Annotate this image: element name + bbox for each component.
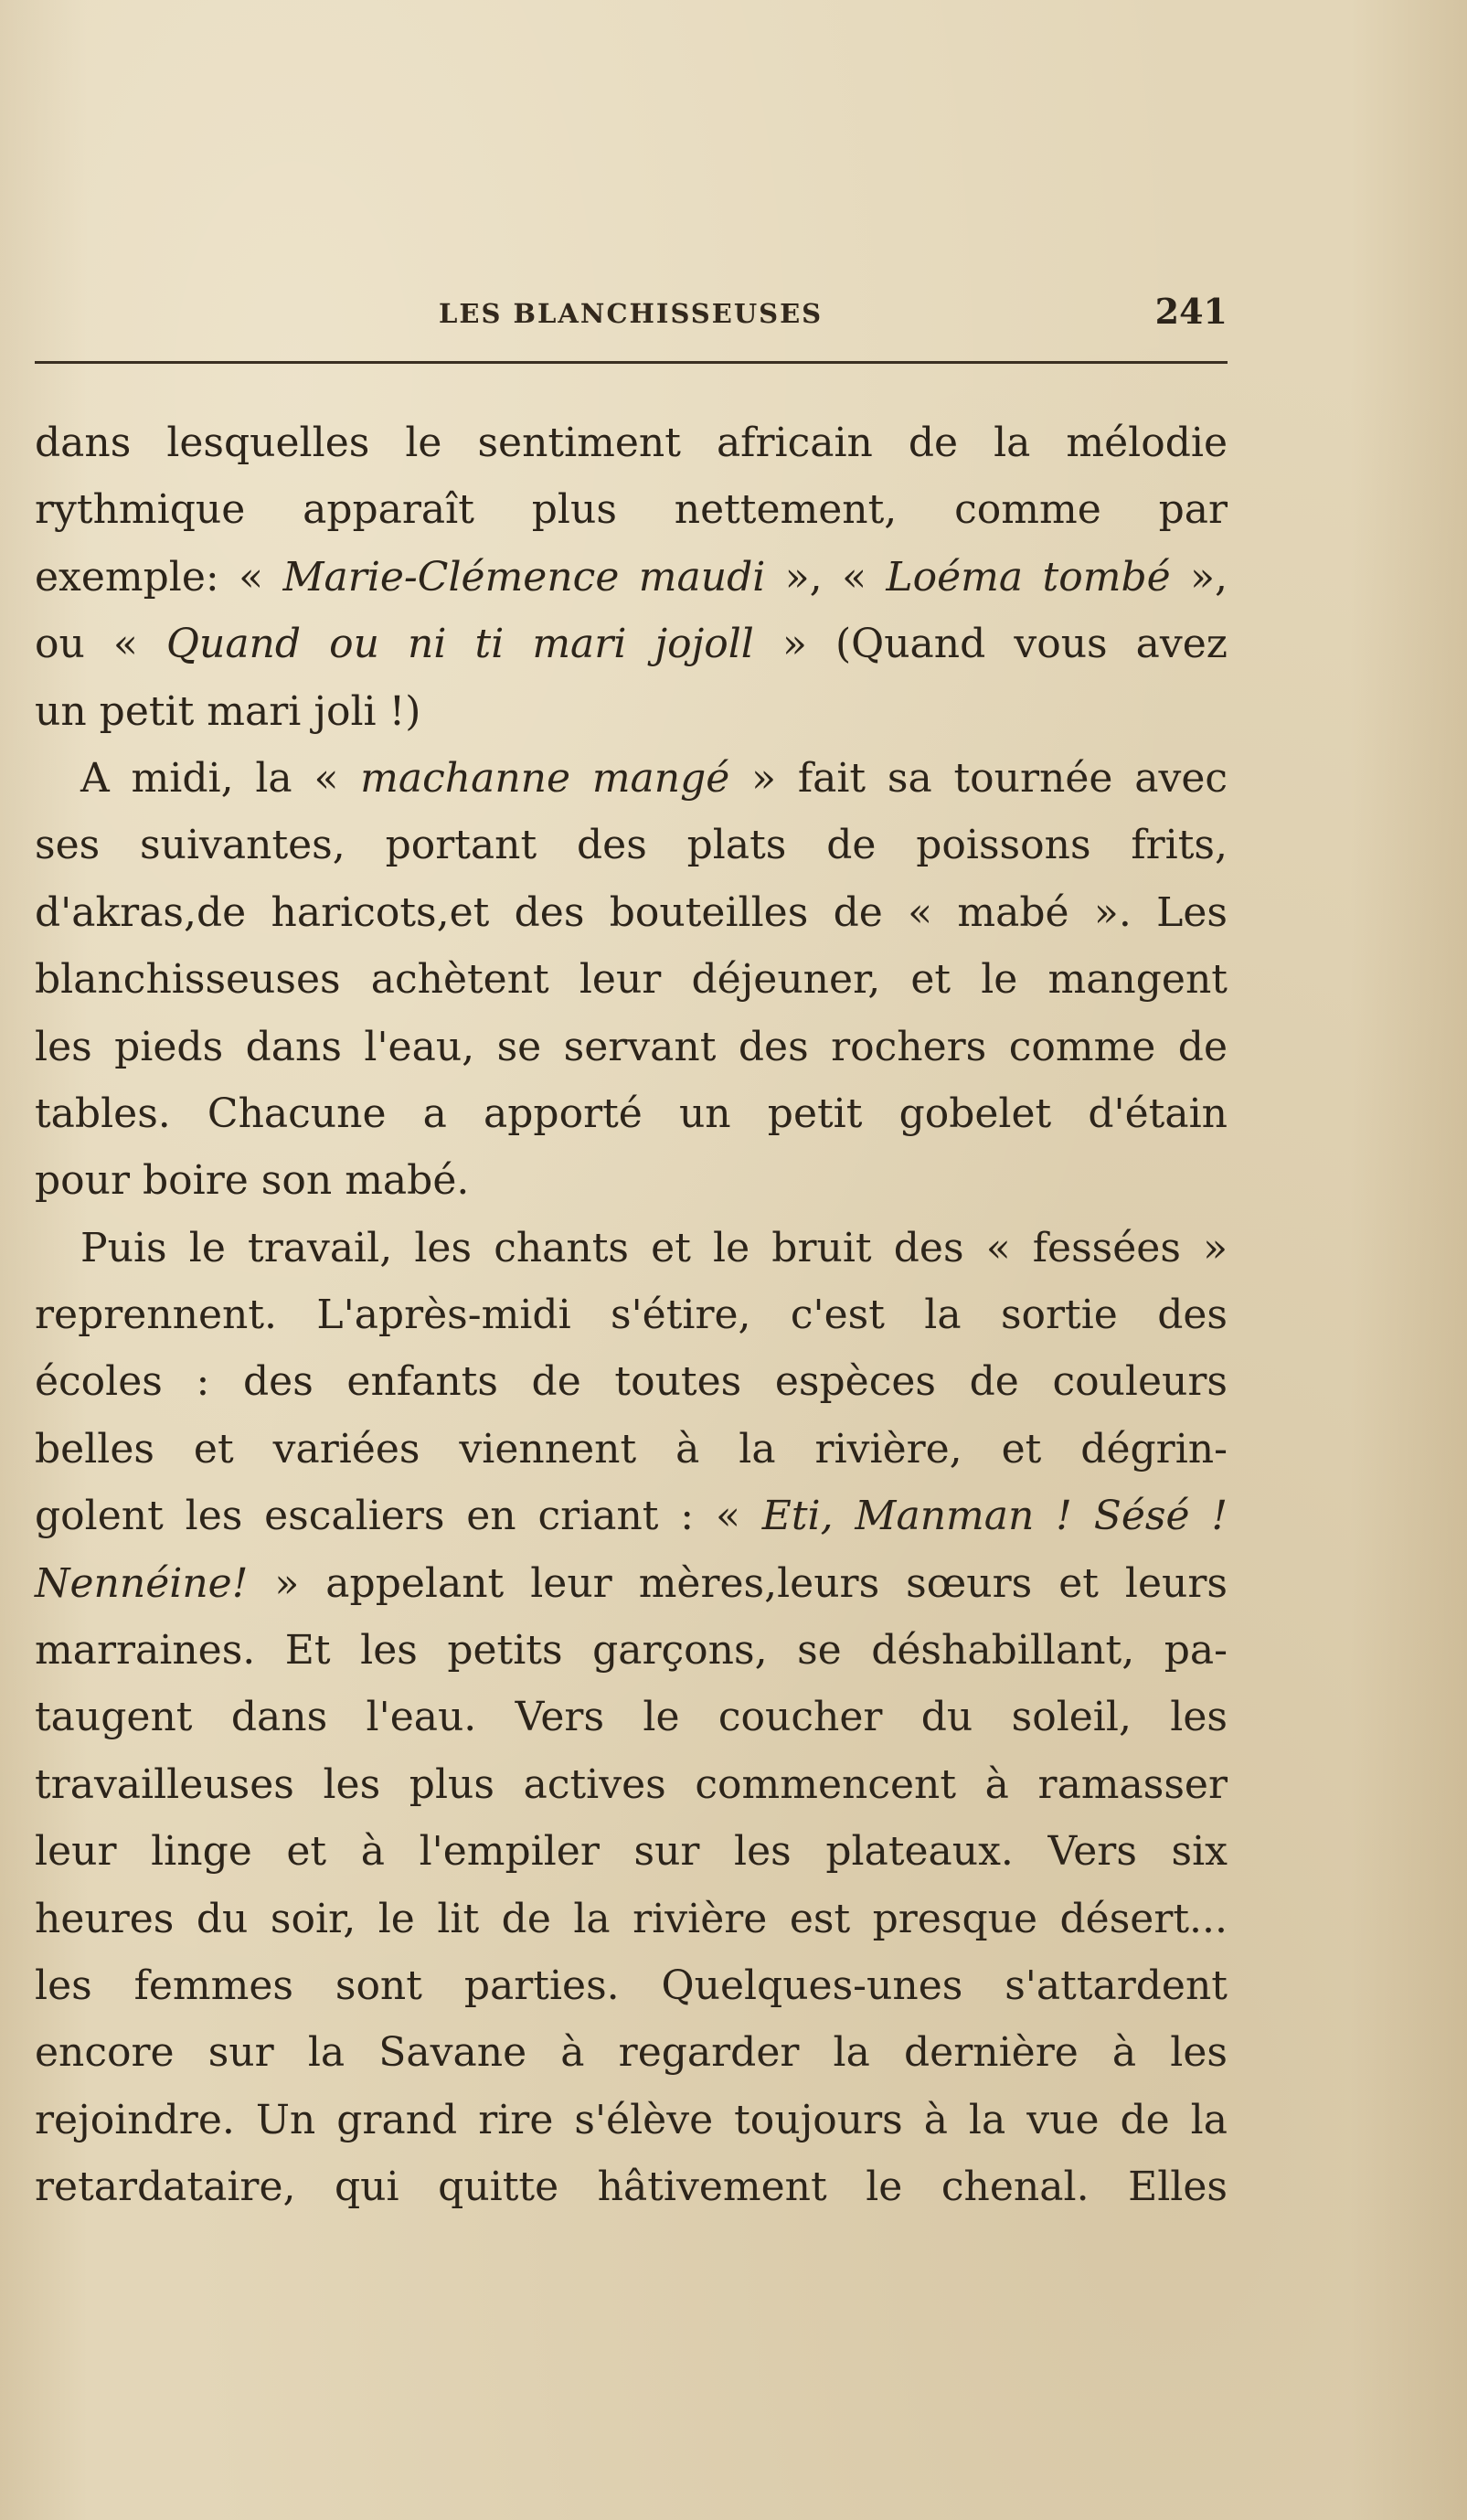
text-line: tables. Chacune a apporté un petit gobelet d'étain [35,1090,1228,1137]
italic-segment: Quand ou ni ti mari jojoll [165,621,754,668]
text-line: ses suivantes, portant des plats de poissons frits, [35,822,1228,869]
text-line: écoles : des enfants de toutes espèces de couleurs [35,1358,1228,1406]
text-segment: » appelant leur mères,leurs sœurs et leurs [248,1559,1228,1607]
italic-segment: Eti, Manman ! Sésé ! [761,1493,1228,1540]
text-line: les femmes sont parties. Quelques-unes s'attardent [35,1962,1228,2009]
text-line: Puis le travail, les chants et le bruit des « fessées » [80,1224,1228,1271]
text-line: blanchisseuses achètent leur déjeuner, et le mangent [35,956,1228,1004]
text-line: rythmique apparaît plus nettement, comme par [35,486,1228,534]
text-segment: ou « [35,621,166,668]
header-rule [35,361,1228,364]
text-line [35,544,1228,611]
text-line: pour boire son mabé. [35,1157,470,1205]
text-line: retardataire, qui quitte hâtivement le chenal. Elles [35,2164,1228,2211]
text-line: les pieds dans l'eau, se servant des rochers comme de [35,1023,1228,1070]
text-segment: », « [765,553,887,601]
text-segment: exemple: « [35,553,283,601]
text-line [35,611,1228,677]
text-line: encore sur la Savane à regarder la dernière à les [35,2029,1228,2077]
text-line: leur linge et à l'empiler sur les plateaux. Vers six [35,1828,1228,1876]
text-line: d'akras,de haricots,et des bouteilles de « mabé ». Les [35,888,1228,936]
text-line: un petit mari joli !) [35,687,421,735]
italic-segment: Marie-Clémence maudi [282,553,766,601]
text-line: marraines. Et les petits garçons, se déshabillant, pa- [35,1627,1228,1675]
text-line [35,745,1228,812]
text-line: dans lesquelles le sentiment africain de la mélodie [35,420,1228,466]
text-segment: », [1170,553,1228,601]
text-line: belles et variées viennent à la rivière, et dégrin- [35,1425,1228,1473]
text-segment: » fait sa tournée avec [729,754,1228,802]
text-line [35,1550,1228,1617]
text-segment: A midi, la « [80,754,361,802]
text-line: rejoindre. Un grand rire s'élève toujours à la vue de la [35,2096,1228,2143]
italic-segment: Nennéine! [35,1559,249,1607]
text-segment: » (Quand vous avez [753,621,1228,668]
running-title: LES BLANCHISSEUSES [439,298,824,329]
italic-segment: Loéma tombé [886,553,1171,601]
text-segment: golent les escaliers en criant : « [35,1493,762,1540]
page-header [35,291,1228,336]
body-text [35,409,1228,2221]
text-line: heures du soir, le lit de la rivière est presque désert... [35,1895,1228,1942]
text-line: travailleuses les plus actives commencent à ramasser [35,1760,1228,1808]
text-line: taugent dans l'eau. Vers le coucher du soleil, les [35,1694,1228,1741]
page-number: 241 [1154,291,1228,332]
text-line: reprennent. L'après-midi s'étire, c'est la sortie des [35,1292,1228,1339]
text-line [35,1483,1228,1549]
italic-segment: machanne mangé [360,754,730,802]
